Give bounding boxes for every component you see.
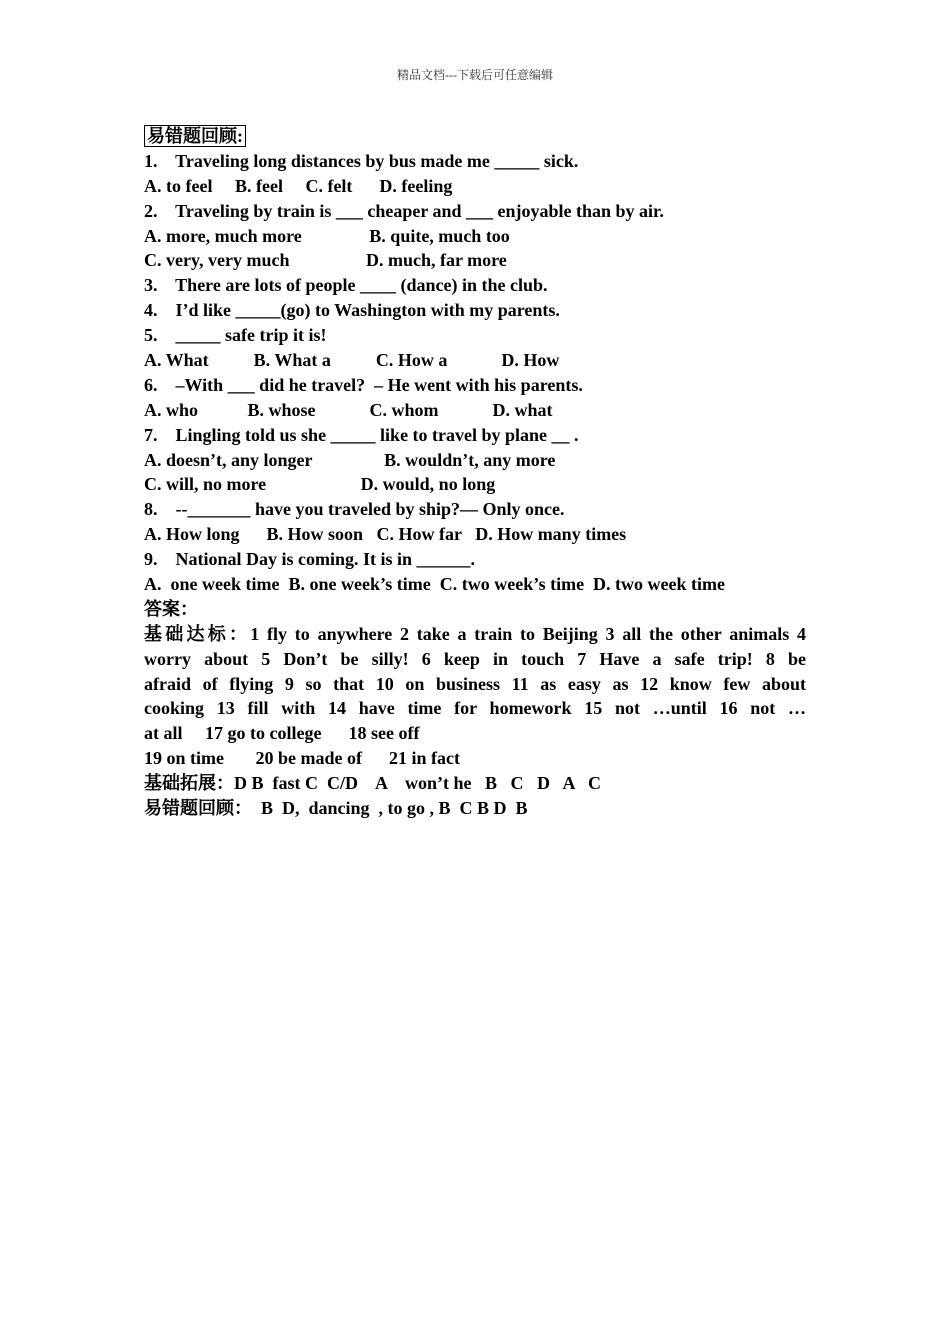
options-line: A. one week time B. one week’s time C. two week’s time D. two week time <box>144 574 726 595</box>
answer-line: at all 17 go to college 18 see off <box>144 723 420 744</box>
answer-line: 基础达标：1 fly to anywhere 2 take a train to Beijing 3 all the other animals 4 <box>144 623 806 644</box>
section-title-line <box>144 124 806 149</box>
answer-line: 易错题回顾： B D, dancing , to go , B C B D B <box>144 798 528 819</box>
question-line: 4. I’d like _____(go) to Washington with my parents. <box>144 300 560 321</box>
options-line: A. doesn’t, any longer B. wouldn’t, any more <box>144 449 556 470</box>
answer-line: afraid of flying 9 so that 10 on business 11 as easy as 12 know few about <box>144 673 806 694</box>
options-line: A. more, much more B. quite, much too <box>144 225 510 246</box>
options-line: C. very, very much D. much, far more <box>144 250 507 271</box>
answer-line: 基础拓展：D B fast C C/D A won’t he B C D A C <box>144 773 602 794</box>
document-body <box>144 124 806 821</box>
question-line: 7. Lingling told us she _____ like to travel by plane __ . <box>144 424 579 445</box>
options-line: C. will, no more D. would, no long <box>144 474 496 495</box>
answer-line: 19 on time 20 be made of 21 in fact <box>144 748 460 769</box>
answers-heading: 答案： <box>144 598 198 619</box>
answer-line: cooking 13 fill with 14 have time for homework 15 not …until 16 not … <box>144 698 806 719</box>
options-line: A. How long B. How soon C. How far D. How many times <box>144 524 627 545</box>
question-line: 2. Traveling by train is ___ cheaper and ___ enjoyable than by air. <box>144 200 664 221</box>
question-line: 9. National Day is coming. It is in ______. <box>144 549 476 570</box>
question-line: 5. _____ safe trip it is! <box>144 325 327 346</box>
section-title: 易错题回顾: <box>144 125 246 147</box>
question-line: 8. --_______ have you traveled by ship?— Only once. <box>144 499 565 520</box>
options-line: A. who B. whose C. whom D. what <box>144 399 553 420</box>
question-line: 6. –With ___ did he travel? – He went with his parents. <box>144 374 583 395</box>
question-line: 3. There are lots of people ____ (dance) in the club. <box>144 275 548 296</box>
answer-line: worry about 5 Don’t be silly! 6 keep in touch 7 Have a safe trip! 8 be <box>144 648 806 669</box>
question-line: 1. Traveling long distances by bus made me _____ sick. <box>144 150 579 171</box>
options-line: A. What B. What a C. How a D. How <box>144 350 560 371</box>
page-header: 精品文档---下载后可任意编辑 <box>397 68 553 82</box>
options-line: A. to feel B. feel C. felt D. feeling <box>144 175 453 196</box>
